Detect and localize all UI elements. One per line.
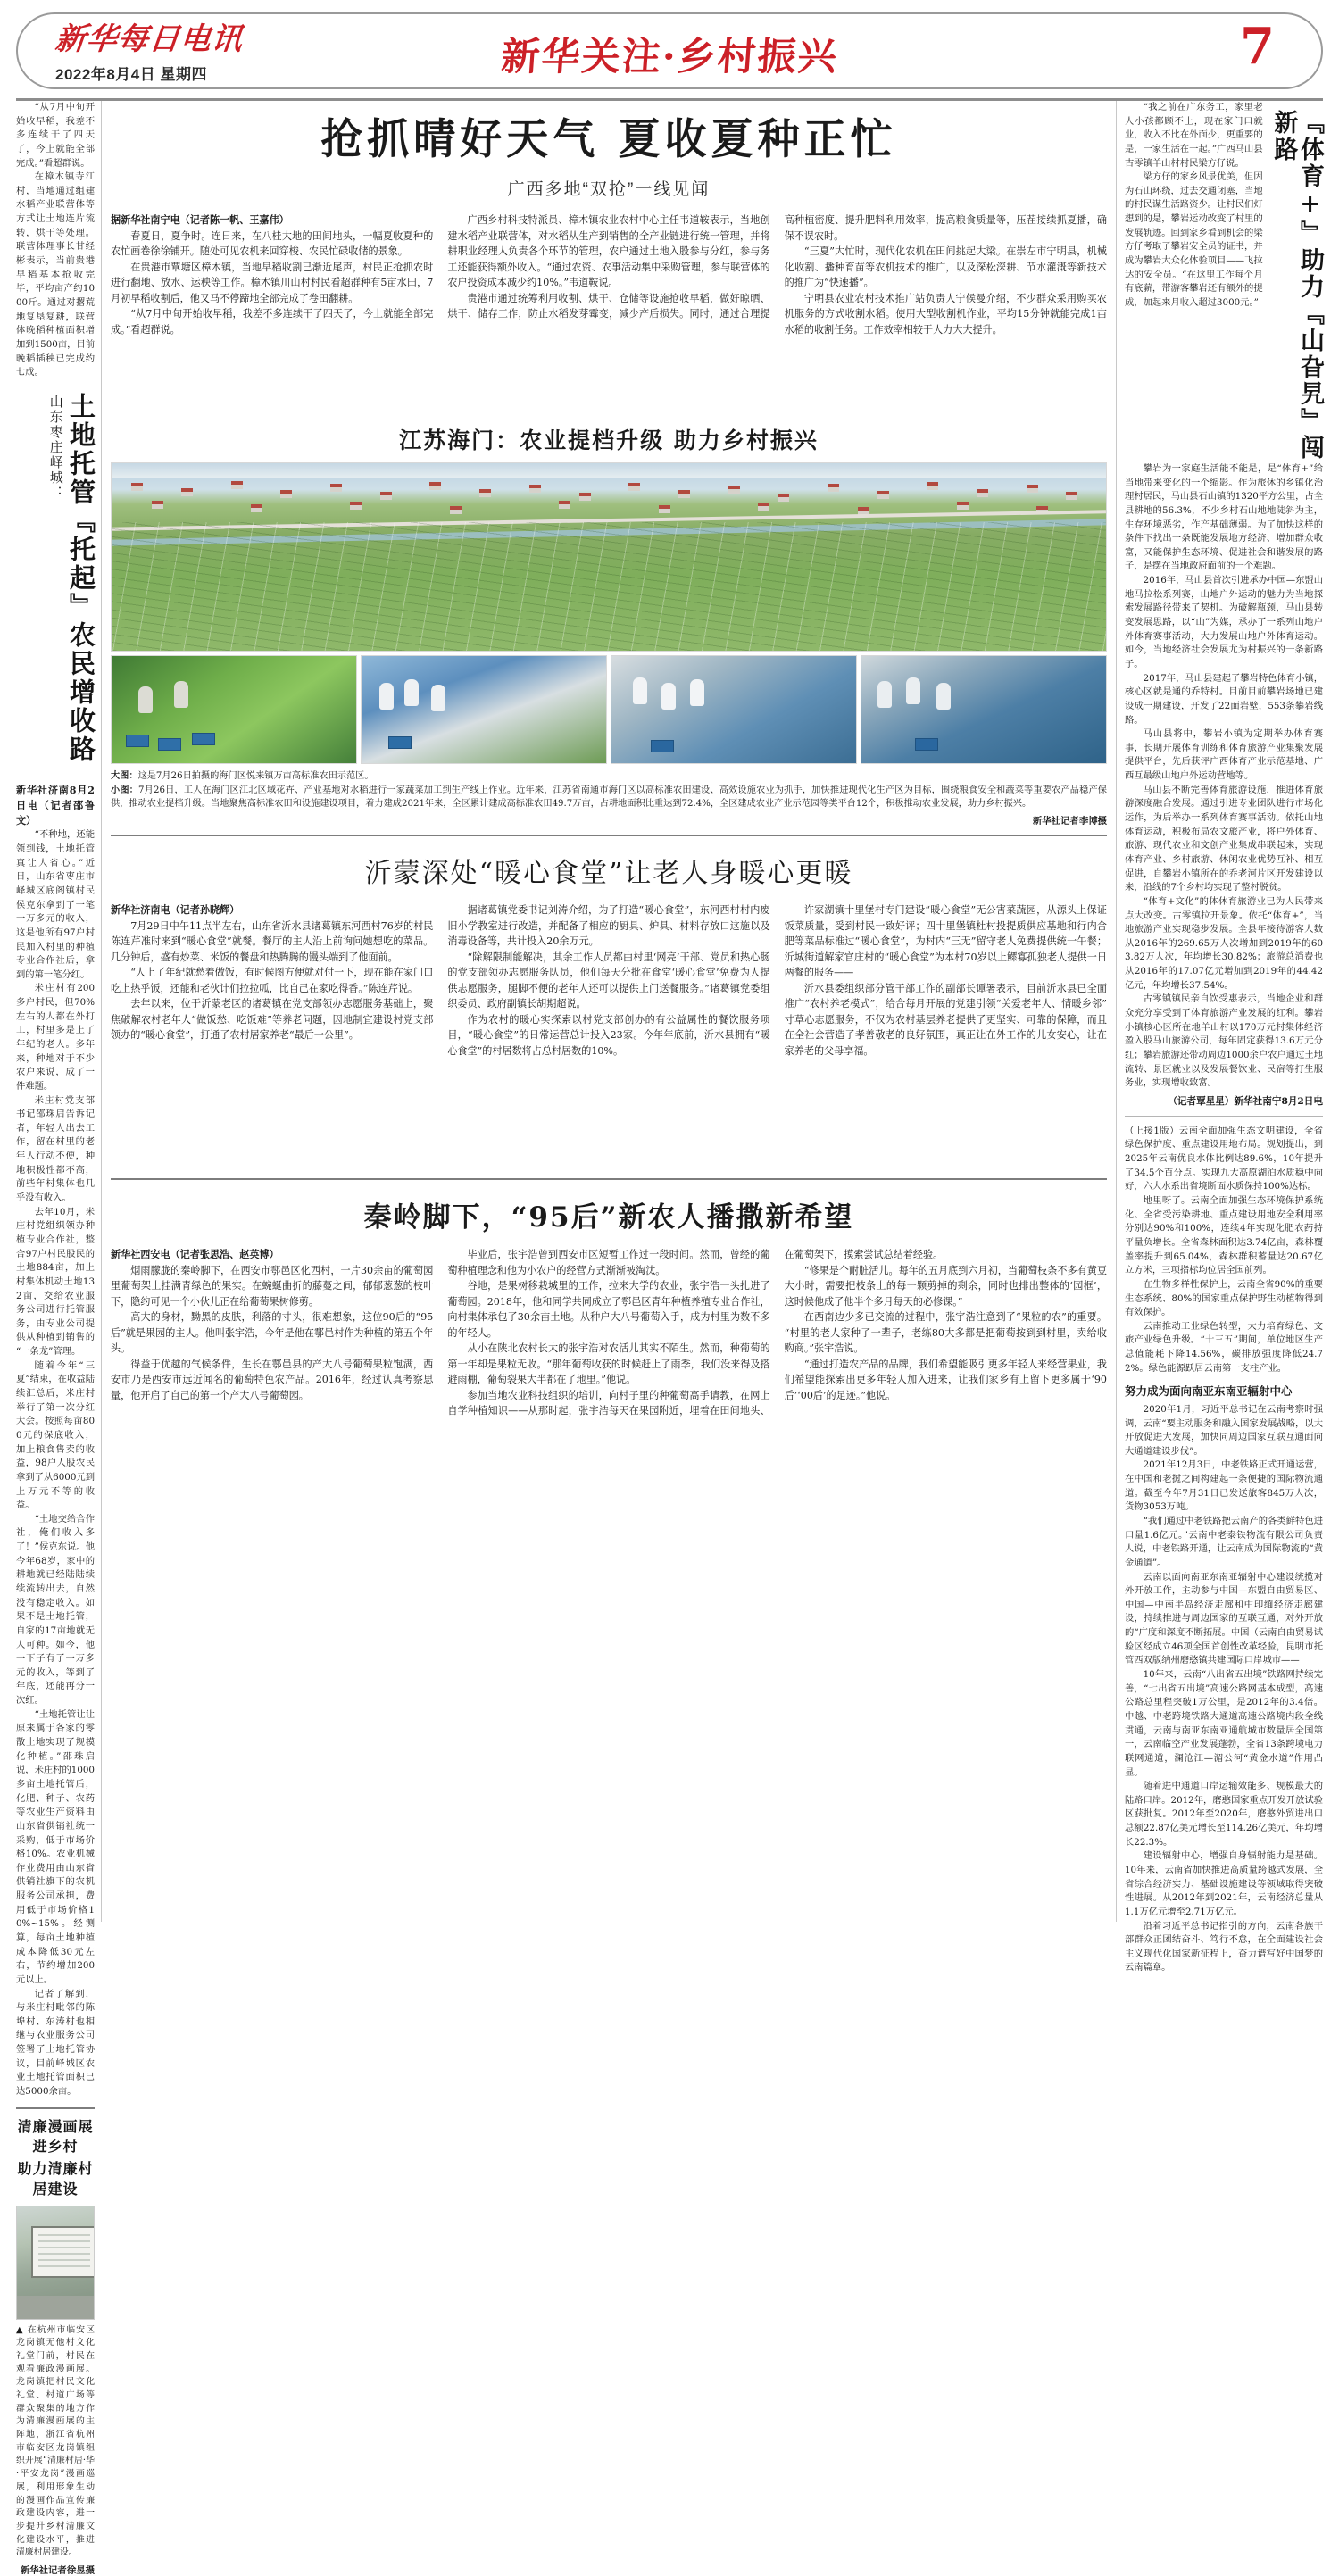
paragraph: 宁明县农业农村技术推广站负责人宁候曼介绍，不少群众采用购买农机服务的方式收割水稻。使用大型收割机作业，平均15分钟就能完成1亩水稻的收割任务。工作效率相较于人力大大提升。 <box>784 292 1107 336</box>
byline: 新华社西安电（记者张思浩、赵英博） <box>111 1249 279 1261</box>
left-rail-lead-text <box>16 101 95 380</box>
paragraph: 地里呀了。云南全面加强生态环境保护系统化、全省受污染耕地、重点建设用地安全利用率分别达90%和100%，连续4年实现化肥农药持平量负增长。全省森林面积达3.74亿亩，森林覆盖率提升到65.04%，森林群积蓄量达20.67亿立方米，三项指标均位居全国前列。 <box>1125 1195 1323 1276</box>
paragraph: 许家湖镇十里堡村专门建设“暖心食堂”无公害菜蔬园，从源头上保证饭菜质量，受到村民一致好评；四十里堡镇杜村投提质供应基地和行内合肥等菜品标准过“暖心食堂”，为村内“三无”留守老人免费提供统一午餐；沂城街道解家官庄村的“暖心食堂”为本村70岁以上鳏寡孤独老人提供一日两餐的服务—— <box>784 904 1107 979</box>
feature-qinling <box>111 1194 1107 1649</box>
left-rail-vertical-title <box>16 393 95 777</box>
paragraph: 在樟木镇寺江村，当地通过组建水稻产业联营体等方式让土地连片流转，烘干等处理。联营体理事长甘经彬表示，当前贵港早稻基本抢收完毕，平均亩产约1000斤。通过对撂荒地复垦复耕，联营体晚稻种植面积增加到1500亩，目前晚稻插秧已完成约七成。 <box>16 171 95 378</box>
paragraph: 谷地，是果树移栽城里的工作，拉来大学的农业，张宇浩一头扎进了葡萄园。2018年，他和同学共同成立了鄠邑区青年种植养殖专业合作社，向村集体承包了30余亩土地。从种户大八号葡萄入手，成为村里为数不多的年轻人。 <box>447 1280 770 1339</box>
right-rail-article <box>1125 462 1323 1091</box>
paragraph: “体育+文化”的体休育旅游业已为人民带来点大改变。古零镇拉开景象。依托“体育+”，当地旅游产业实现稳步发展。全县年接待游客人数从2016年的269.65万人次增加到2019年的603.82万人次，年均增长30.82%；旅游总消费也从2016年的17.07亿元增加到2019年的44.42亿元，年均增长37.54%。 <box>1125 895 1323 991</box>
paragraph: 建设辐射中心，增强自身辐射能力是基础。10年来，云南省加快推进高质量跨越式发展，全省综合经济实力、基础设施建设等领域取得突破性进展。从2012年到2021年，云南经济总量从1.1万亿元增至2.71万亿元。 <box>1125 1850 1323 1917</box>
paragraph: 米庄村党支部书记邵珠启告诉记者，年轻人出去工作，留在村里的老年人行动不便，种地积极性都不高，前些年村集体也几乎没有收入。 <box>16 1094 95 1204</box>
paragraph <box>111 1247 433 1263</box>
paragraph: 米庄村有200多户村民，但70%左右的人都在外打工，村里多是上了年纪的老人。多年来，种地对于不少农户来说，成了一件难题。 <box>16 983 95 1092</box>
right-rail <box>1116 101 1324 1974</box>
paragraph: 沂水县委组织部分管干部工作的副部长谭署表示，目前沂水县已全面推广“农村养老模式”，给合每月开展的党建引领“关爱老年人、情暖乡邻”寸草心志愿服务，不仅为农村基层养老提供了更坚实、可靠的保障，而且在全社会营造了孝善敬老的良好氛围，真正让在外工作的儿女安心，让在家养老的父母享福。 <box>784 982 1107 1057</box>
photo-caption <box>111 769 1107 810</box>
paragraph: 云南推动工业绿色转型，大力培育绿色、文旅产业绿色升级。“十三五”期间，单位地区生产总值能耗下降14.56%，碳排放强度降低24.72%。绿色能源跃居云南第一支柱产业。 <box>1125 1320 1323 1374</box>
paragraph: 在西南边少多已交流的过程中，张宇浩注意到了“果粒的农”的重要。“村里的老人家种了一辈子，老练80大多都是把葡萄按到到村里，卖给收购商。”张宇浩说。 <box>784 1311 1107 1355</box>
paragraph: 记者了解到，与米庄村毗邻的陈埠村、东涛村也相继与农业服务公司签署了土地托管协议，目前峄城区农业土地托管面积已达5000余亩。 <box>16 1988 95 2098</box>
paragraph: 2017年，马山县建起了攀岩特色体育小镇，核心区就是通的乔特村。目前目前攀岩场地已建设成一期建设，开发了22面岩壁，553条攀岩线路。 <box>1125 672 1323 726</box>
paragraph: 2020年1月，习近平总书记在云南考察时强调，云南“要主动服务和融入国家发展战略，以大开放促进大发展，加快同周边国家互联互通面向大通道建设步伐”。 <box>1125 1403 1323 1457</box>
paragraph: 据诸葛镇党委书记刘涛介绍，为了打造“暖心食堂”，东河西村村内废旧小学教室进行改造，并配备了相应的厨具、炉具、材料存放口这施以及消毒设备等，共计投入20余万元。 <box>447 904 770 948</box>
paragraph: 从小在陕北农村长大的张宇浩对农活儿其实不陌生。然而，种葡萄的第一年却是果粒无收。“那年葡萄收获的时候赶上了雨季，我们没来得及搭避雨棚，葡萄裂果大半都在了地里。”他说。 <box>447 1342 770 1386</box>
paragraph: 春夏日，夏争时。连日来，在八桂大地的田间地头，一幅夏收夏种的农忙画卷徐徐铺开。随处可见农机来回穿梭、农民忙碌收储的景象。 <box>111 229 434 258</box>
left-rail <box>16 101 102 2576</box>
divider <box>111 835 1107 836</box>
paragraph: “三夏”大忙时，现代化农机在田间挑起大梁。在崇左市宁明县，机械化收割、播种育苗等农机技术的推广，以及深松深耕、节水灌溉等新技术的推广为“快速播”。 <box>784 245 1107 289</box>
paragraph: 烟雨朦胧的秦岭脚下，在西安市鄠邑区化西村，一片30余亩的葡萄园里葡萄架上挂满青绿色的果实。在蜿蜒曲折的藤蔓之间，郁郁葱葱的枝叶下，隐约可见一个小伙儿正在给葡萄果树修剪。 <box>111 1264 434 1308</box>
photo-strip <box>111 655 1107 764</box>
brand-block <box>53 21 332 84</box>
photo-processing-line <box>361 655 607 764</box>
right-rail-top <box>1125 101 1323 462</box>
right-rail-continued <box>1125 1125 1323 1376</box>
masthead <box>16 12 1323 89</box>
paragraph: 7月29日中午11点半左右，山东省沂水县诸葛镇东河西村76岁的村民陈连芹准时来到“暖心食堂”就餐。餐厅的主人沿上前询问她想吃的菜品。几分钟后，盛有炒菜、米饭的餐盘和热腾腾的馒头端到了他面前。 <box>111 919 434 963</box>
paragraph: “除解限制能解决，其余工作人员都由村里‘网亮’干部、党员和热心肠的党支部领办志愿服务队员，他们每天分批在食堂‘暖心食堂’免费为人提供志愿服务，腿脚不便的老年人还可以提供上门送餐服务。”诸葛镇党委组织委员、政府副镇长胡期超说。 <box>447 951 770 1010</box>
promo-title-line2: 助力清廉村居建设 <box>17 2160 94 2198</box>
byline: 据新华社南宁电（记者陈一帆、王嘉伟） <box>111 214 289 227</box>
paragraph: 2016年，马山县首次引进承办中国—东盟山地马拉松系列赛，山地户外运动的魅力为当地探索发展路径带来了契机。为破解瓶颈，马山县转变发展思路，以“山”为媒，承办了一系列山地户外体育赛事活动，大力发展山地户外体育运动。如今，当地经济社会发展尤为村振兴的一条新路子。 <box>1125 575 1323 669</box>
paragraph: 去年10月，米庄村党组织领办种植专业合作社，整合97户村民股民的土地884亩，加上村集体机动土地132亩，交给农业服务公司进行托管服务，由专业公司提供从种植到销售的“一条龙”管理。 <box>16 1206 95 1358</box>
page-content <box>16 101 1324 2576</box>
paragraph: 毕业后，张宇浩曾到西安市区短暂工作过一段时间。然而，曾经的葡萄种植理念和他为小农户的经营方式渐渐被淘汰。 <box>447 1249 770 1276</box>
page-number: 7 <box>1240 17 1275 76</box>
caption-big-label: 大图： <box>111 770 138 782</box>
paragraph: “从7月中旬开始收早稻，我差不多连续干了四天了，今上就能全部完成。”看超群说。 <box>111 308 434 336</box>
ground-strip <box>17 2296 94 2319</box>
main-column <box>102 101 1116 1922</box>
paragraph: “土地交给合作社，俺们收入多了！”侯克东说。他今年68岁，家中的耕地就已经陆陆续续流转出去，自然没有稳定收入。如果不是土地托管，自家的17亩地就无人可种。如今，他一下子有了一万多元的收入，等到了年底，还能再分一次红。 <box>16 1513 95 1707</box>
promo-block <box>16 2117 95 2576</box>
paragraph: “修果是个耐脏活儿。每年的五月底到六月初，当葡萄枝条不多有黄豆大小时，需要把枝条上的每一颗剪掉的剩余，同时也排出整体的‘园框’，这时候他成了他半个多月每天的必修课。” <box>784 1264 1107 1308</box>
right-rail-subheading: 努力成为面向南亚东南亚辐射中心 <box>1125 1384 1293 1399</box>
right-rail-vertical-title: 『体育+』助力『山旮旯』闯新路 <box>1269 110 1324 461</box>
paragraph: “不种地，还能领到钱，土地托管真让人省心。”近日，山东省枣庄市峄城区底阁镇村民侯克东拿到了一笔一万多元的收入，这是他所有97户村民加入村里的种植专业合作社后，拿到的第一笔分红。 <box>16 829 95 980</box>
promo-title-line1: 清廉漫画展进乡村 <box>17 2117 94 2156</box>
paragraph: 去年以来，位于沂蒙老区的诸葛镇在党支部领办志愿服务基础上，聚焦破解农村老年人“做饭愁、吃饭难”等养老问题，因地制宜建设村党支部领办的“暖心食堂”，打通了农村居家养老“最后一公里”。 <box>111 998 434 1042</box>
paragraph: 随着今年“三夏”结束，在收益陆续汇总后，米庄村举行了第一次分红大会。按照每亩800元的保底收入，加上粮食售卖的收益，98户人股农民拿到了从6000元到上万元不等的收益。 <box>16 1359 95 1511</box>
warm-canteen-headline: 沂蒙深处“暖心食堂”让老人身暖心更暖 <box>364 858 853 890</box>
paragraph: 参加当地农业科技组织的培训，向村子里的种葡萄高手请教，在网上自学种植知识——从那时起，张宇浩每天在果园附近，埋着在田间地头、在葡萄架下，摸索尝试总结着经验。 <box>447 1249 944 1417</box>
feature-warm-canteen <box>111 851 1107 1170</box>
paragraph: 广西乡村科技特派员、樟木镇农业农村中心主任韦道鞍表示，当地创建水稻产业联营体，对水稻从生产到销售的全产业链进行统一管理，并将耕职业经理人负责各个环节的管理，农户通过土地入股参与分红，参与务工还能获得额外收入。“通过农资、农事活动集中采购管理，参与联营体的农户投资成本减少约10%。”韦道鞍说。 <box>447 214 770 289</box>
left-rail-title-kicker: 山东枣庄峄城： <box>47 394 64 501</box>
warm-canteen-body <box>111 902 1107 1170</box>
paragraph: 云南以面向南亚东南亚辐射中心建设统揽对外开放工作，主动参与中国—东盟自由贸易区、中国—中南半岛经济走廊和中印缅经济走廊建设，持续推进与周边国家的互联互通，对外开放的“广度和深度不断拓展。中国（云南自由贸易试验区经成立46项全国首创性改革经验，昆明市托管西双版纳州磨憨镇共建国际口岸城市—— <box>1125 1571 1323 1666</box>
paragraph: 古零镇镇民亲自饮受惠表示，当地企业和群众充分享受到了体育旅游产业发展的红利。攀岩小镇核心区所在地羊山村以170万元村集体经济盈入股马山旅游公司，每年固定获得13.6万元分红；攀岩旅游还带动周边1000余户农户通过土地流转、景区就业以及发展餐饮业、民宿等打生服务业，实现增收致富。 <box>1125 993 1323 1089</box>
paragraph: 在贵港市覃塘区樟木镇，当地早稻收割已渐近尾声，村民正抢抓农时进行翻地、放水、运秧等工作。樟木镇川山村村民看超群种有5亩水田，7月初早稻收割后，他又马不停蹄地全部完成了卷田翻耕。 <box>111 261 434 304</box>
photo-feature <box>111 423 1107 827</box>
paragraph: 沿着习近平总书记指引的方向，云南各族干部群众正团结奋斗、笃行不怠，在全面建设社会主义现代化国家新征程上，奋力谱写好中国梦的云南篇章。 <box>1125 1920 1323 1974</box>
paragraph: 在生物多样性保护上，云南全省90%的重要生态系统、80%的国家重点保护野生动植物得到有效保护。 <box>1125 1278 1323 1318</box>
paragraph: 2021年12月3日，中老铁路正式开通运营，在中国和老挝之间构建起一条便捷的国际物流通道。截至今年7月31日已发送旅客845万人次，货物3053万吨。 <box>1125 1459 1323 1513</box>
paragraph: 作为农村的暖心实探索以村党支部创办的有公益属性的餐饮服务项目，“暖心食堂”的日常运营总计投入23家。今年年底前，沂水县拥有“暖心食堂”的村居数将占总村居数的10%。 <box>447 1013 770 1057</box>
paragraph: 马山县将中，攀岩小镇为定期举办体育赛事，长期开展体育训练和体育旅游产业集聚发展提供平台，先后获评广西体育产业示范基地、广西互最级山地户外运动营地等。 <box>1125 728 1323 782</box>
paragraph: 高大的身材，黝黑的皮肤，利落的寸头，很难想象，这位90后的“95后”就是果园的主人。他叫张宇浩，今年是他在鄠邑村作为种植的第五个年头。 <box>111 1311 434 1355</box>
caption-small-label: 小图： <box>111 784 139 795</box>
right-rail-second-article <box>1125 1403 1323 1975</box>
left-rail-title-main: 土地托管『托起』农民增收路 <box>66 392 96 764</box>
lead-article-body <box>111 212 1107 420</box>
divider <box>111 1178 1107 1180</box>
crop-fields <box>112 522 1106 651</box>
paragraph: 随着进中通道口岸运输效能多、规模最大的陆路口岸。2012年，磨憨国家重点开发开放试验区获批复。2012年至2020年，磨憨外贸进出口总额22.87亿美元增长至114.26亿美元，年均增长22.3%。 <box>1125 1781 1323 1848</box>
paragraph: “我之前在广东务工，家里老人小孩都顾不上，现在家门口就业，收入不比在外面少，更重要的是，一家生活在一起。”广西马山县古零镇羊山村村民梁方仔说。 <box>1125 102 1263 169</box>
byline: 新华社济南电（记者孙晓辉） <box>111 904 240 917</box>
photo-feature-title: 江苏海门：农业提档升级 助力乡村振兴 <box>399 428 819 454</box>
byline: 新华社济南8月2日电（记者邵鲁文） <box>16 784 95 827</box>
paragraph: 攀岩为一家庭生活能不能是，是“体育+”给当地带来变化的一个缩影。作为旅休的乡镇化治理村居民，马山县石山镇的1320平方公里，占全县耕地的56.3%，不少乡村石山地地陡斜为主，生存环境恶劣，作产基础薄弱。为了加快这样的条件下找出一条既能发展地方经济、增加群众收富，又能保护生态环境、促进社会和谐发展的路子，是摆在当地政府面前的一个难题。 <box>1125 463 1323 572</box>
qinling-body <box>111 1247 1107 1649</box>
paragraph: “我们通过中老铁路把云南产的各类鲜特色进口量1.6亿元。”云南中老泰铁物流有限公司负责人说，中老铁路开通，让云南成为国际物流的“黄金通道”。 <box>1125 1515 1323 1568</box>
paragraph: 马山县不断完善体育旅游设施，推进体育旅游深度融合发展。通过引进专业团队进行市场化运作，为后举办一系列体育赛事活动。依托山地体育运动，积极布局农文旅产业，将户外体育、旅游、现代农业和文创产业集成串联起来，实现体育产业、乡村旅游、休闲农业优势互补、相互促进，自攀岩小镇所在的乔老河片区开发建设以来，沿线的7个乡村均实现了整村脱贫。 <box>1125 784 1323 893</box>
right-rail-credit: （记者覃星星）新华社南宁8月2日电 <box>1168 1095 1323 1107</box>
divider <box>16 2107 95 2109</box>
paragraph: （上接1版）云南全面加强生态文明建设，全省绿色保护度、重点建设用地布局。规划提出，到2025年云南优良水体比例达89.6%，10年提升了34.5个百分点。实现九大高原湖泊水质稳中向好，六大水系出省境断面水质保持100%达标。 <box>1125 1125 1323 1192</box>
left-rail-article <box>16 784 95 2099</box>
paragraph: “通过打造农产品的品牌，我们希望能吸引更多年轻人来经营果业，我们希望能探索出更多年轻人加入进来，让我们家乡有上留下更多属于‘90后’‘00后’的足迹。”他说。 <box>784 1358 1107 1401</box>
publication-date: 2022年8月4日 星期四 <box>55 65 207 83</box>
paragraph: “从7月中旬开始收早稻，我差不多连续干了四天了，今上就能全部完成。”看超群说。 <box>16 102 95 169</box>
section-banner-text: 新华关注·乡村振兴 <box>499 35 839 79</box>
paragraph: “土地托管让让原来属于各家的零散土地实现了规模化种植。”邵珠启说，米庄村的1000多亩土地托管后，化肥、种子、农药等农业生产资料由山东省供销社统一采购，低于市场价格10%。农业机械作业费用由山东省供销社旗下的农机服务公司承担，费用低于市场价格10%~15%。经测算，每亩土地种植成本降低30元左右，节约增加200元以上。 <box>16 1708 95 1985</box>
paragraph: 10年来，云南“八出省五出境”铁路网持续完善，“七出省五出境”高速公路网基本成型，高速公路总里程突破1万公里，是2012年的3.4倍。中越、中老跨境铁路大通道高速公路境内段全线贯通，云南与南亚东南亚通航城市数量居全国第一，云南临空产业发展蓬勃，全省13条跨境电力联网通道，澜沧江—湄公河“黄金水道”作用凸显。 <box>1125 1669 1323 1778</box>
lead-headline: 抢抓晴好天气 夏收夏种正忙 <box>320 115 897 164</box>
photo-greenhouse-workers <box>861 655 1107 764</box>
paragraph <box>111 902 433 918</box>
qinling-headline: 秦岭脚下，“95后”新农人播撒新希望 <box>363 1201 854 1234</box>
photo-credit: 新华社记者李博摄 <box>1032 816 1107 827</box>
paragraph: 梁方仔的家乡风景优美，但因为石山环绕，过去交通闭塞，当地的村民谋生活路资少。让村民们灯想到的是，攀岩运动改变了村里的发展轨迹。回到家乡看到机会的梁方仔考取了攀岩安全员的证书，并成为攀岩大众化体验项目——飞拉达的安全员。“在这里工作每个月有底薪，带游客攀岩还有额外的提成，加起来月收入超过3000元。” <box>1125 171 1263 308</box>
right-rail-lead-text <box>1125 101 1263 311</box>
promo-credit: 新华社记者徐昱摄 <box>20 2564 95 2576</box>
lead-subheadline: 广西多地“双抢”一线见闻 <box>507 180 711 200</box>
photo-vegetable-harvest <box>111 655 357 764</box>
newspaper-title: 新华每日电讯 <box>53 21 245 57</box>
newspaper-page <box>0 12 1339 2576</box>
promo-caption: ▲ 在杭州市临安区龙岗镇无他村文化礼堂门前，村民在观看廉政漫画展。龙岗镇把村民文化礼堂、村道广场等群众聚集的地方作为清廉漫画展的主阵地，浙江省杭州市临安区龙岗镇组织开展“清廉村居·华·平安龙岗”漫画巡展，利用形象生动的漫画作品宣传廉政建设内容，进一步提升乡村清廉文化建设水平，推进清廉村居建设。 <box>16 2324 95 2558</box>
sky <box>112 463 1106 478</box>
paragraph: “人上了年纪就愁着做饭，有时候图方便就对付一下，现在能在家门口吃上热乎饭，还能和老伙计们拉拉呱，比自己在家吃得香。”陈连芹说。 <box>111 967 434 994</box>
photo-aerial-farmland <box>111 462 1107 652</box>
divider <box>1125 1116 1323 1117</box>
caption-small-text: 7月26日，工人在海门区江北区域花卉、产业基地对水稻进行一家蔬菜加工到生产线上作业。近年来，江苏省南通市海门区以高标准农田建设、高效设施农业为抓手，加快推进现代化生产区为目标，围绕粮食安全和蔬菜等重要农产品稳产保供，推动农业提档升级。当地聚焦高标准农田和设施建设项目，着力建成2021年来，全区累计建成高标准农田49.7万亩，占耕地面积比重达到72.4%，全区建成农业产业示范园等类平台12个，积极推动农业发展，助力乡村振兴。 <box>111 785 1107 809</box>
promo-photo <box>16 2206 95 2320</box>
caption-big-text: 这是7月26日拍摄的海门区悦来镇万亩高标准农田示范区。 <box>137 771 374 782</box>
paragraph: 得益于优越的气候条件，生长在鄠邑县的产大八号葡萄果粒饱满，西安市乃是西安市远近闻名的葡萄特色农产品。2016年，经过认真考察思量，他开启了自己的第一个产大八号葡萄园。 <box>111 1358 434 1401</box>
paragraph <box>111 212 433 229</box>
paragraph: 贵港市通过统筹利用收割、烘干、仓储等设施抢收早稻，做好晾晒、烘干、储存工作，防止水稻发芽霉变，减少产后损失。同时，通过合理提高种植密度、提升肥料利用效率，提高粮食质量等，压茬接续抓夏播，确保不误农时。 <box>447 214 1107 320</box>
photo-packing-workers <box>611 655 857 764</box>
exhibition-board-icon <box>31 2226 95 2278</box>
